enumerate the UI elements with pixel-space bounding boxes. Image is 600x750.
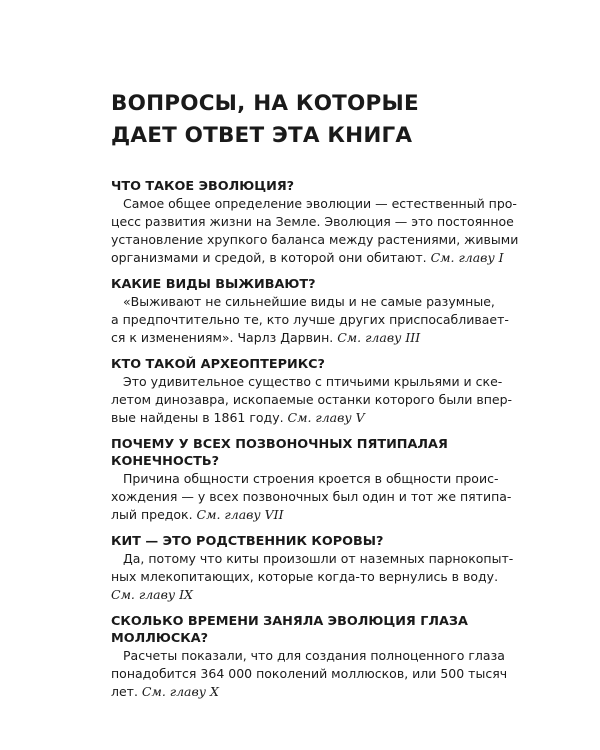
answer-paragraph [111, 647, 508, 701]
answer-line: «Выживают не сильнейшие виды и не самые разумные, [123, 294, 495, 309]
question-heading [111, 356, 491, 373]
answer-line: Причина общности строения кроется в общности проис- [123, 471, 499, 486]
question-heading [111, 613, 491, 647]
chapter-reference: См. главу I [426, 250, 504, 265]
answer-line: Расчеты показали, что для создания полноценного глаза [123, 648, 505, 663]
chapter-reference: См. главу V [283, 410, 365, 425]
qa-section [111, 178, 519, 267]
question-line: МОЛЛЮСКА? [111, 631, 209, 646]
chapter-reference: См. главу VII [192, 507, 284, 522]
title-line-1: ВОПРОСЫ, НА КОТОРЫЕ [111, 91, 419, 116]
question-line: ЧТО ТАКОЕ ЭВОЛЮЦИЯ? [111, 179, 295, 194]
qa-section [111, 613, 508, 701]
page-title [111, 88, 419, 152]
answer-paragraph [111, 195, 519, 267]
qa-list [111, 178, 519, 710]
question-line: КТО ТАКОЙ АРХЕОПТЕРИКС? [111, 357, 325, 372]
answer-line: понадобится 364 000 поколений моллюсков, или 500 тысяч [111, 666, 508, 681]
answer-line: Это удивительное существо с птичьими крыльями и ске- [123, 374, 503, 389]
title-line-2: ДАЕТ ОТВЕТ ЭТА КНИГА [111, 123, 413, 148]
qa-section [111, 276, 509, 347]
answer-line: ных млекопитающих, которые когда-то вернулись в воду. [111, 569, 499, 584]
answer-line: Да, потому что киты произошли от наземных парнокопыт- [123, 551, 514, 566]
question-line: КИТ — ЭТО РОДСТВЕННИК КОРОВЫ? [111, 534, 384, 549]
answer-line: ся к изменениям». Чарлз Дарвин. См. главу III [111, 330, 421, 345]
question-line: ПОЧЕМУ У ВСЕХ ПОЗВОНОЧНЫХ ПЯТИПАЛАЯ [111, 437, 448, 452]
question-heading [111, 436, 491, 470]
answer-line: Самое общее определение эволюции — естественный про- [123, 196, 517, 211]
answer-line: летом динозавра, ископаемые останки которого были впер- [111, 392, 513, 407]
answer-line: цесс развития жизни на Земле. Эволюция — это постоянное [111, 214, 514, 229]
answer-paragraph [111, 550, 514, 604]
chapter-reference: См. главу X [137, 684, 219, 699]
question-heading [111, 533, 491, 550]
chapter-reference: См. главу IX [111, 587, 193, 602]
qa-section [111, 356, 513, 427]
answer-line [111, 586, 491, 604]
question-line: КОНЕЧНОСТЬ? [111, 454, 220, 469]
answer-line: вые найдены в 1861 году. См. главу V [111, 410, 365, 425]
answer-line: организмами и средой, в которой они обитают. См. главу I [111, 250, 504, 265]
question-line: СКОЛЬКО ВРЕМЕНИ ЗАНЯЛА ЭВОЛЮЦИЯ ГЛАЗА [111, 614, 468, 629]
qa-section [111, 436, 512, 524]
answer-paragraph [111, 470, 512, 524]
answer-paragraph [111, 373, 513, 427]
chapter-reference: См. главу III [333, 330, 421, 345]
answer-paragraph [111, 293, 509, 347]
question-line: КАКИЕ ВИДЫ ВЫЖИВАЮТ? [111, 277, 316, 292]
answer-line: хождения — у всех позвоночных был один и тот же пятипа- [111, 489, 512, 504]
answer-line: установление хрупкого баланса между растениями, живыми [111, 232, 519, 247]
answer-line: лый предок. См. главу VII [111, 507, 284, 522]
qa-section [111, 533, 514, 604]
question-heading [111, 178, 491, 195]
answer-line: а предпочтительно те, кто лучше других приспосабливает- [111, 312, 509, 327]
answer-line: лет. См. главу X [111, 684, 219, 699]
question-heading [111, 276, 491, 293]
